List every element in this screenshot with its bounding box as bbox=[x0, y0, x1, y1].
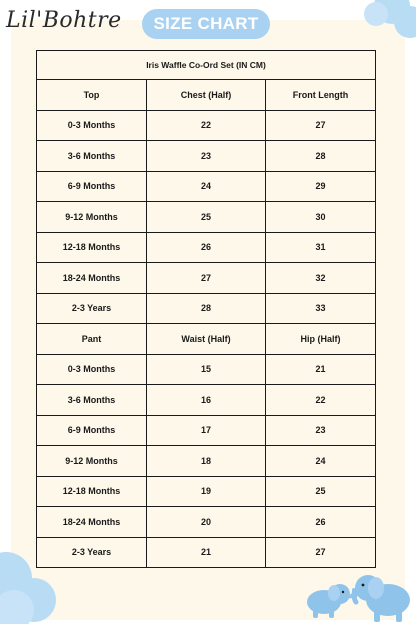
big-elephant-icon bbox=[354, 575, 410, 622]
cloud-top-right bbox=[362, 0, 416, 42]
table-row bbox=[37, 202, 376, 233]
size-label-cell: 6-9 Months bbox=[37, 171, 147, 202]
table-row bbox=[37, 110, 376, 141]
measurement-cell: 27 bbox=[147, 263, 266, 294]
brand-logo: Lil'Bohtre bbox=[6, 8, 122, 33]
column-header: Waist (Half) bbox=[147, 324, 266, 355]
column-header: Top bbox=[37, 80, 147, 111]
elephants-illustration bbox=[296, 566, 416, 624]
size-label-cell: 3-6 Months bbox=[37, 385, 147, 416]
table-row bbox=[37, 293, 376, 324]
table-row bbox=[37, 171, 376, 202]
size-label-cell: 9-12 Months bbox=[37, 446, 147, 477]
table-row bbox=[37, 507, 376, 538]
table-header-row bbox=[37, 80, 376, 111]
measurement-cell: 23 bbox=[147, 141, 266, 172]
column-header: Pant bbox=[37, 324, 147, 355]
size-label-cell: 9-12 Months bbox=[37, 202, 147, 233]
table-header-row bbox=[37, 324, 376, 355]
measurement-cell: 24 bbox=[147, 171, 266, 202]
column-header: Chest (Half) bbox=[147, 80, 266, 111]
measurement-cell: 26 bbox=[147, 232, 266, 263]
table-row bbox=[37, 232, 376, 263]
measurement-cell: 23 bbox=[266, 415, 376, 446]
table-row bbox=[37, 354, 376, 385]
measurement-cell: 19 bbox=[147, 476, 266, 507]
measurement-cell: 33 bbox=[266, 293, 376, 324]
measurement-cell: 27 bbox=[266, 537, 376, 568]
page-title: SIZE CHART bbox=[142, 9, 270, 39]
measurement-cell: 30 bbox=[266, 202, 376, 233]
measurement-cell: 18 bbox=[147, 446, 266, 477]
measurement-cell: 28 bbox=[266, 141, 376, 172]
size-label-cell: 2-3 Years bbox=[37, 293, 147, 324]
size-chart-table bbox=[36, 50, 376, 568]
size-label-cell: 12-18 Months bbox=[37, 476, 147, 507]
measurement-cell: 26 bbox=[266, 507, 376, 538]
measurement-cell: 24 bbox=[266, 446, 376, 477]
measurement-cell: 21 bbox=[266, 354, 376, 385]
size-label-cell: 2-3 Years bbox=[37, 537, 147, 568]
table-caption: Iris Waffle Co-Ord Set (IN CM) bbox=[37, 51, 376, 80]
table-caption-row bbox=[37, 51, 376, 80]
column-header: Hip (Half) bbox=[266, 324, 376, 355]
table-row bbox=[37, 537, 376, 568]
measurement-cell: 29 bbox=[266, 171, 376, 202]
table-row bbox=[37, 446, 376, 477]
size-label-cell: 0-3 Months bbox=[37, 354, 147, 385]
measurement-cell: 25 bbox=[266, 476, 376, 507]
size-label-cell: 3-6 Months bbox=[37, 141, 147, 172]
size-label-cell: 6-9 Months bbox=[37, 415, 147, 446]
top-section bbox=[37, 80, 376, 324]
measurement-cell: 15 bbox=[147, 354, 266, 385]
table-row bbox=[37, 263, 376, 294]
measurement-cell: 22 bbox=[147, 110, 266, 141]
table-row bbox=[37, 141, 376, 172]
measurement-cell: 21 bbox=[147, 537, 266, 568]
column-header: Front Length bbox=[266, 80, 376, 111]
measurement-cell: 32 bbox=[266, 263, 376, 294]
small-elephant-icon bbox=[307, 584, 354, 618]
measurement-cell: 22 bbox=[266, 385, 376, 416]
measurement-cell: 17 bbox=[147, 415, 266, 446]
size-label-cell: 12-18 Months bbox=[37, 232, 147, 263]
table-row bbox=[37, 476, 376, 507]
table-row bbox=[37, 385, 376, 416]
measurement-cell: 28 bbox=[147, 293, 266, 324]
measurement-cell: 27 bbox=[266, 110, 376, 141]
pant-section bbox=[37, 324, 376, 568]
table-row bbox=[37, 415, 376, 446]
measurement-cell: 16 bbox=[147, 385, 266, 416]
measurement-cell: 25 bbox=[147, 202, 266, 233]
size-label-cell: 18-24 Months bbox=[37, 263, 147, 294]
size-label-cell: 18-24 Months bbox=[37, 507, 147, 538]
measurement-cell: 20 bbox=[147, 507, 266, 538]
size-label-cell: 0-3 Months bbox=[37, 110, 147, 141]
measurement-cell: 31 bbox=[266, 232, 376, 263]
